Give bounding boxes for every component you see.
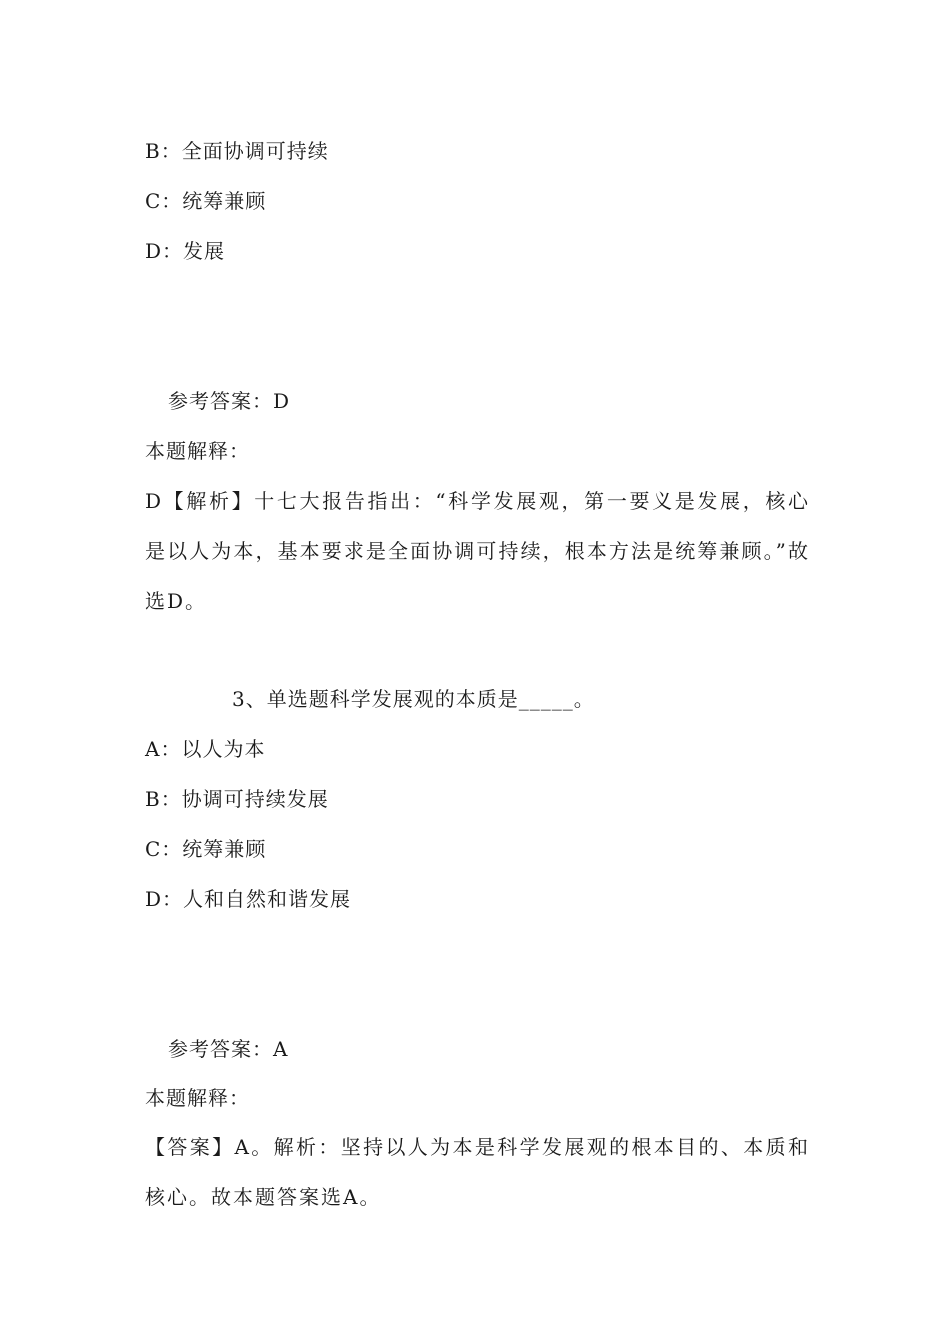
q2-explanation-text: D【解析】十七大报告指出：“科学发展观，第一要义是发展，核心是以人为本，基本要求是全面协调可持续，根本方法是统筹兼顾。”故选D。: [145, 489, 810, 613]
q3-option-b: B：协调可持续发展: [145, 787, 329, 811]
q3-reference-answer: 参考答案：A: [168, 1037, 289, 1061]
q3-option-c: C：统筹兼顾: [145, 837, 267, 861]
q3-explanation-text: 【答案】A。解析：坚持以人为本是科学发展观的根本目的、本质和核心。故本题答案选A。: [145, 1135, 810, 1209]
q3-option-d: D：人和自然和谐发展: [145, 887, 352, 911]
q2-explanation-label: 本题解释：: [145, 439, 250, 463]
q3-question: 3、单选题科学发展观的本质是_____。: [232, 687, 595, 711]
q2-option-d: D：发展: [145, 239, 226, 263]
q3-explanation-label: 本题解释：: [145, 1086, 250, 1110]
q2-option-c: C：统筹兼顾: [145, 189, 267, 213]
q3-option-a: A：以人为本: [145, 737, 266, 761]
q2-option-b: B：全面协调可持续: [145, 139, 329, 163]
q2-reference-answer: 参考答案：D: [168, 389, 291, 413]
